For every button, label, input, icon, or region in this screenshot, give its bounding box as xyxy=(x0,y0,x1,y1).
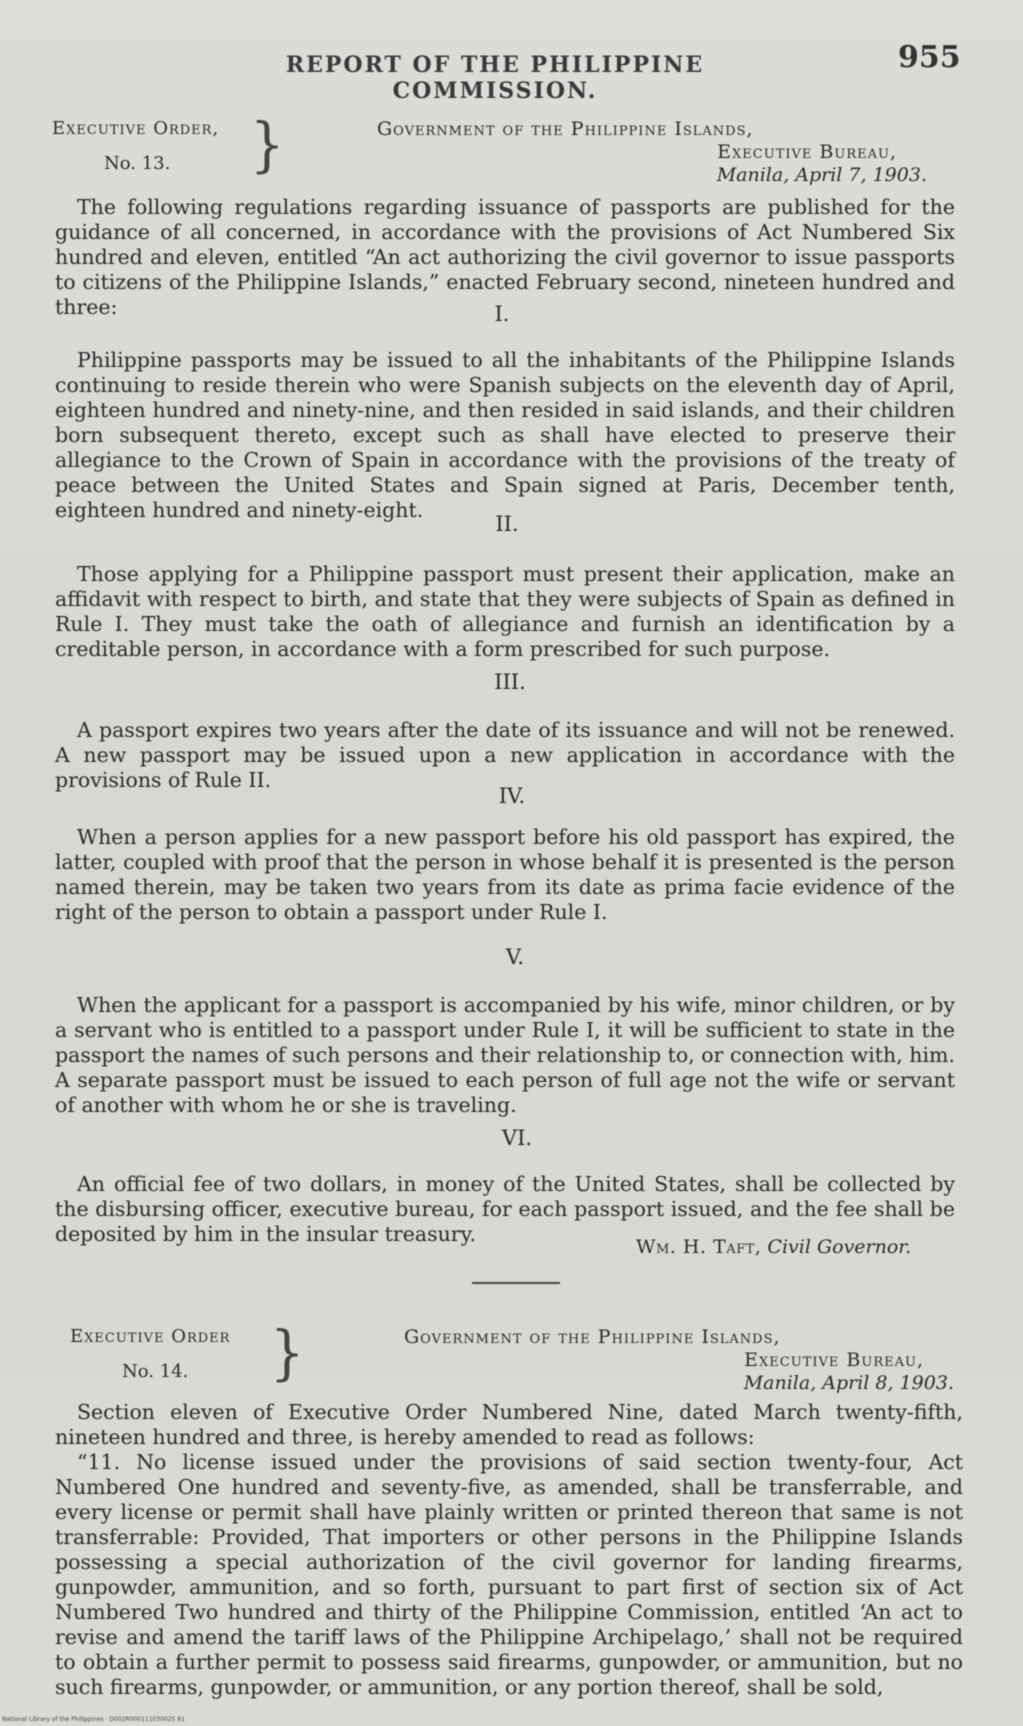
rule-text: A passport expires two years after the date of its issuance and will not be renewed. A new passport may be issued upon a new application in accordance with the provisions of Rule II. xyxy=(55,718,955,792)
order-13-bureau: Executive Bureau, xyxy=(717,141,897,164)
order-13-issuer xyxy=(377,118,937,188)
order-14-government: Government of the Philippine Islands, xyxy=(404,1326,781,1348)
rule-text: When a person applies for a new passport before his old passport has expired, the latter, coupled with proof that the person in whose behalf it is presented is the person named therein, may be taken two years from its date as prima facie evidence of the right of the person to obtain a passport under Rule I. xyxy=(55,825,955,924)
section-divider xyxy=(472,1282,560,1284)
scan-footer: National Library of the Philippines · D002R000111030025 81 xyxy=(2,1716,185,1723)
rule-heading: III. xyxy=(494,670,526,694)
rule-2 xyxy=(55,562,955,662)
signature xyxy=(636,1236,911,1258)
rule-heading: V. xyxy=(505,945,525,969)
rule-heading: I. xyxy=(494,302,510,326)
order-14-designation xyxy=(70,1326,290,1382)
order-13-designation xyxy=(52,118,272,174)
rule-text: Philippine passports may be issued to all the inhabitants of the Philippine Islands continuing to reside therein who were Spanish subjects on the eleventh day of April, eighteen hundred and ninety-nine, and then resided in said islands, and their children born subsequent thereto, except such as shall have elected to preserve their allegiance to the Crown of Spain in accordance with the provisions of the treaty of peace between the United States and Spain signed at Paris, December tenth, eighteen hundred and ninety-eight. xyxy=(55,348,955,522)
order-14-bureau: Executive Bureau, xyxy=(744,1349,924,1372)
order-13-number: No. 13. xyxy=(104,153,171,174)
order-13-government: Government of the Philippine Islands, xyxy=(377,118,754,140)
brace-glyph: } xyxy=(270,1317,305,1388)
order-14-body xyxy=(55,1400,963,1700)
brace-glyph: } xyxy=(250,109,285,180)
order-14-label: Executive Order xyxy=(70,1326,231,1347)
rule-text: An official fee of two dollars, in money of the United States, shall be collected by the disbursing officer, executive bureau, for each passport issued, and the fee shall be deposited by him in the insular treasury. xyxy=(55,1172,955,1246)
rule-5 xyxy=(55,993,955,1118)
page-number: 955 xyxy=(898,40,961,75)
order-14-paragraph-2: “11. No license issued under the provisions of said section twenty-four, Act Numbered One hundred and seventy-five, as amended, shall be transferrable, and every license or permit shall have plainly written or printed thereon that same is not transferrable: Provided, That importers or other persons in the Philippine Islands possessing a special authorization of the civil governor for landing firearms, gunpowder, ammunition, and so forth, pursuant to part first of section six of Act Numbered Two hundred and thirty of the Philippine Commission, entitled ‘An act to revise and amend the tariff laws of the Philippine Archipelago,’ shall not be required to obtain a further permit to possess said firearms, gunpowder, or ammunition, but no such firearms, gunpowder, or ammunition, or any portion thereof, shall be sold, xyxy=(55,1450,963,1699)
rule-heading: VI. xyxy=(501,1126,533,1150)
signature-title: Civil Governor. xyxy=(767,1236,912,1258)
rule-text: Those applying for a Philippine passport must present their application, make an affidavit with respect to birth, and state that they were subjects of Spain as defined in Rule I. They must take the oath of allegiance and furnish an identification by a creditable person, in accordance with a form prescribed for such purpose. xyxy=(55,562,955,661)
rule-1 xyxy=(55,348,955,523)
rule-text: When the applicant for a passport is accompanied by his wife, minor children, or by a servant who is entitled to a passport under Rule I, it will be sufficient to state in the passport the names of such persons and their relationship to, or connection with, him. A separate passport must be issued to each person of full age not the wife or servant of another with whom he or she is traveling. xyxy=(55,993,955,1117)
order-14-paragraph-1: Section eleven of Executive Order Numbered Nine, dated March twenty-fifth, nineteen hundred and three, is hereby amended to read as follows: xyxy=(55,1400,963,1449)
order-13-label: Executive Order, xyxy=(52,118,220,139)
rule-4 xyxy=(55,825,955,925)
order-14-number: No. 14. xyxy=(122,1361,189,1382)
order-14-date: Manila, April 8, 1903. xyxy=(743,1372,954,1395)
rule-3 xyxy=(55,718,955,793)
rule-heading: II. xyxy=(495,512,519,536)
order-14-issuer xyxy=(404,1326,964,1396)
rule-heading: IV. xyxy=(498,784,526,808)
running-head: REPORT OF THE PHILIPPINE COMMISSION. xyxy=(285,52,705,104)
signature-name: Wm. H. Taft, xyxy=(636,1236,762,1258)
order-13-date: Manila, April 7, 1903. xyxy=(716,164,927,187)
intro-paragraph: The following regulations regarding issuance of passports are published for the guidance of all concerned, in accordance with the provisions of Act Numbered Six hundred and eleven, entitled “An act authorizing the civil governor to issue passports to citizens of the Philippine Islands,” enacted February second, nineteen hundred and three: xyxy=(55,195,955,319)
